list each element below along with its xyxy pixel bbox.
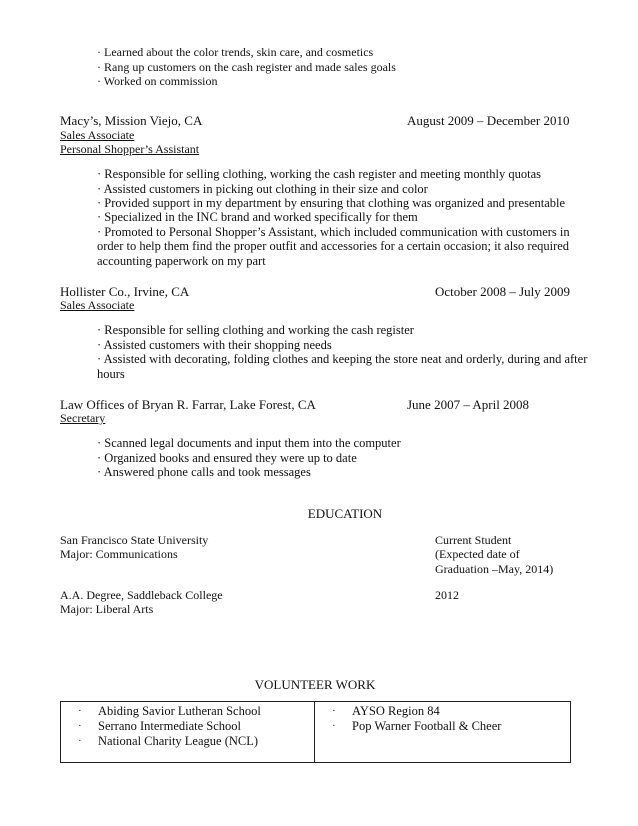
education-school: A.A. Degree, Saddleback College [60, 588, 223, 602]
job-company: Macy’s, Mission Viejo, CA [60, 113, 203, 128]
job-bullet: · Assisted with decorating, folding clothes and keeping the store neat and orderly, during and after [97, 352, 588, 366]
volunteer-item: AYSO Region 84 [352, 704, 440, 718]
bullet-dot: · [332, 705, 336, 717]
job-bullet: · Promoted to Personal Shopper’s Assistant, which included communication with customers in [97, 225, 570, 239]
job-company: Hollister Co., Irvine, CA [60, 284, 190, 299]
job-bullet: · Scanned legal documents and input them into the computer [97, 436, 401, 450]
job-bullet: · Answered phone calls and took messages [97, 465, 311, 479]
volunteer-item: Serrano Intermediate School [98, 719, 242, 733]
job-bullet: · Specialized in the INC brand and worked specifically for them [97, 210, 418, 224]
volunteer-item: Pop Warner Football & Cheer [352, 719, 502, 733]
education-school: San Francisco State University [60, 533, 209, 547]
volunteer-column-right [315, 702, 570, 762]
job-dates: October 2008 – July 2009 [435, 284, 571, 299]
education-status: Current Student [435, 533, 512, 547]
education-status: (Expected date of [435, 547, 520, 561]
job-bullet: · Provided support in my department by ensuring that clothing was organized and presentable [97, 196, 566, 210]
top-bullet-1: · Learned about the color trends, skin care, and cosmetics [97, 45, 374, 59]
bullet-dot: · [78, 735, 82, 747]
job-bullet: · Organized books and ensured they were up to date [97, 451, 357, 465]
job-bullet: · Assisted customers in picking out clothing in their size and color [97, 182, 428, 196]
job-dates: August 2009 – December 2010 [407, 113, 570, 128]
volunteer-column-left [61, 702, 315, 762]
job-title: Secretary [60, 411, 106, 425]
job-title: Sales Associate [60, 128, 135, 142]
job-title: Personal Shopper’s Assistant [60, 142, 200, 156]
job-bullet: · Responsible for selling clothing and working the cash register [97, 323, 414, 337]
job-bullet: · Assisted customers with their shopping needs [97, 338, 332, 352]
bullet-dot: · [332, 720, 336, 732]
education-heading: EDUCATION [307, 506, 383, 521]
education-status: Graduation –May, 2014) [435, 562, 554, 576]
volunteer-item: National Charity League (NCL) [98, 734, 259, 748]
top-bullet-3: · Worked on commission [97, 74, 218, 88]
volunteer-item: Abiding Savior Lutheran School [98, 704, 261, 718]
job-bullet: hours [97, 367, 125, 381]
education-major: Major: Communications [60, 547, 178, 561]
bullet-dot: · [78, 705, 82, 717]
bullet-dot: · [78, 720, 82, 732]
job-company: Law Offices of Bryan R. Farrar, Lake Forest, CA [60, 397, 316, 412]
education-year: 2012 [435, 588, 459, 602]
job-title: Sales Associate [60, 298, 135, 312]
top-bullet-2: · Rang up customers on the cash register and made sales goals [97, 60, 396, 74]
volunteer-table [60, 701, 571, 763]
job-bullet: · Responsible for selling clothing, working the cash register and meeting monthly quotas [97, 167, 542, 181]
job-bullet: accounting paperwork on my part [97, 254, 266, 268]
education-major: Major: Liberal Arts [60, 602, 154, 616]
volunteer-heading: VOLUNTEER WORK [254, 677, 376, 692]
job-bullet: order to help them find the proper outfit and accessories for a certain occasion; it also required [97, 239, 570, 253]
job-dates: June 2007 – April 2008 [407, 397, 530, 412]
